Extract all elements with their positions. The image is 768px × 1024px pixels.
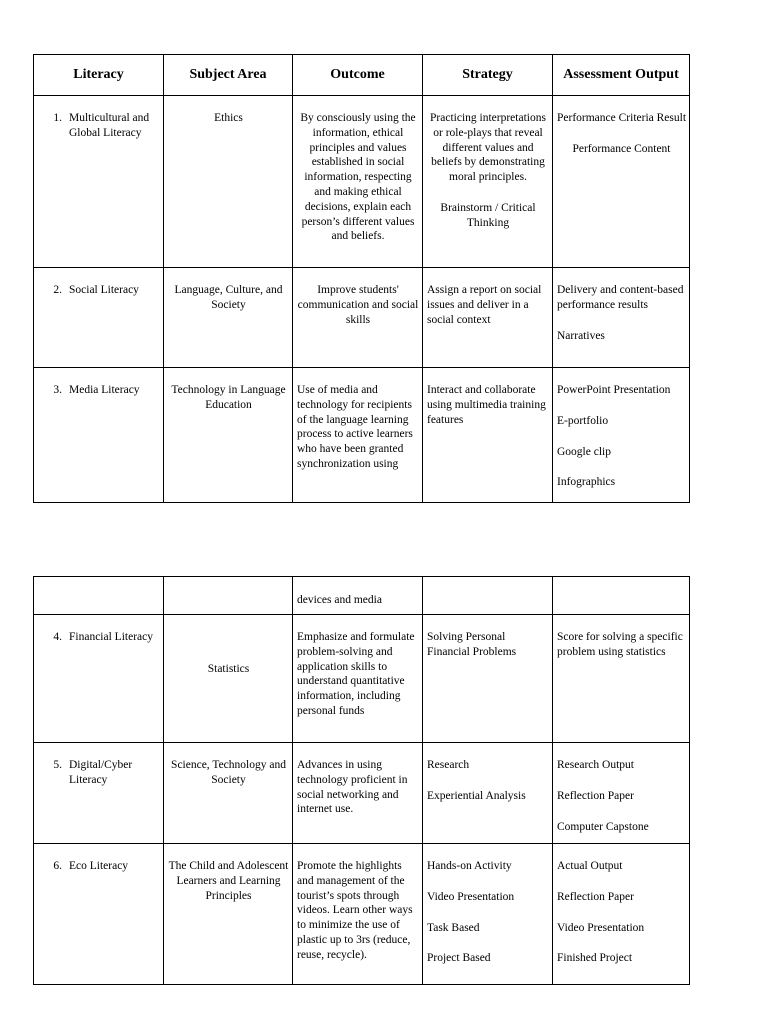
outcome: Improve students' communication and social skills	[297, 284, 419, 326]
header-assessment-output: Assessment Output	[553, 55, 690, 96]
strategy-cell	[423, 743, 552, 804]
table-row	[34, 615, 690, 743]
assessment-item: Finished Project	[557, 952, 633, 965]
strategy-item: Interact and collaborate using multimedia training features	[427, 384, 546, 426]
literacy-name: Eco Literacy	[69, 860, 129, 872]
strategy-item: Video Presentation	[427, 890, 515, 903]
assessment-item: Narratives	[557, 329, 605, 342]
strategy-item: Experiential Analysis	[427, 789, 526, 802]
row-number: 2.	[53, 284, 62, 296]
table-row	[34, 743, 690, 844]
assessment-item: Infographics	[557, 476, 616, 489]
competency-table-part-2	[33, 576, 690, 985]
header-subject-area: Subject Area	[164, 55, 293, 96]
assessment-item: Research Output	[557, 759, 634, 771]
assessment-item: Actual Output	[557, 860, 623, 872]
strategy-item: Project Based	[427, 952, 491, 965]
outcome-continuation: devices and media	[297, 594, 382, 606]
strategy-item: Hands-on Activity	[427, 860, 512, 872]
literacy-name: Digital/Cyber Literacy	[69, 759, 133, 786]
subject-area: Ethics	[214, 112, 243, 124]
header-outcome: Outcome	[293, 55, 423, 96]
header-literacy: Literacy	[34, 55, 164, 96]
literacy-name: Multicultural and Global Literacy	[69, 112, 150, 139]
assessment-item: PowerPoint Presentation	[557, 384, 671, 396]
outcome: Promote the highlights and management of the tourist’s spots through videos. Learn other ways to minimize the use of plastic up to 3rs (reduce, reuse, recycle).	[297, 860, 413, 961]
subject-area: Language, Culture, and Society	[174, 284, 283, 311]
strategy-cell	[423, 615, 552, 660]
subject-area: Technology in Language Education	[171, 384, 286, 411]
table-row	[34, 844, 690, 985]
row-number: 1.	[53, 112, 62, 124]
assessment-item: Delivery and content-based performance results	[557, 284, 684, 311]
assessment-item: Performance Content	[572, 142, 671, 155]
subject-area: Science, Technology and Society	[171, 759, 286, 786]
strategy-item: Research	[427, 759, 470, 771]
literacy-cell	[34, 368, 163, 398]
strategy-item: Assign a report on social issues and deliver in a social context	[427, 284, 542, 326]
assessment-cell	[553, 368, 689, 490]
assessment-cell	[553, 844, 689, 966]
table-row	[34, 96, 690, 268]
table-header-row	[34, 55, 690, 96]
outcome: By consciously using the information, ethical principles and values established in social information, respecting and making ethical decisions, explain each person’s different values and beliefs.	[300, 112, 416, 243]
literacy-cell	[34, 268, 163, 298]
assessment-item: Score for solving a specific problem using statistics	[557, 631, 683, 658]
competency-table-part-1	[33, 54, 690, 503]
header-strategy: Strategy	[423, 55, 553, 96]
row-number: 3.	[53, 384, 62, 396]
strategy-item: Practicing interpretations or role-plays that reveal different values and beliefs by demonstrating moral principles.	[430, 112, 546, 184]
row-number: 5.	[53, 759, 62, 771]
literacy-cell	[34, 844, 163, 874]
assessment-cell	[553, 615, 689, 660]
strategy-cell	[423, 268, 552, 327]
outcome: Emphasize and formulate problem-solving and application skills to understand quantitative information, including personal funds	[297, 631, 415, 717]
literacy-cell	[34, 615, 163, 645]
assessment-item: E-portfolio	[557, 414, 609, 427]
assessment-cell	[553, 743, 689, 834]
strategy-item: Solving Personal Financial Problems	[427, 631, 517, 658]
assessment-item: Computer Capstone	[557, 820, 649, 833]
strategy-item: Task Based	[427, 921, 480, 934]
assessment-item: Performance Criteria Result	[557, 112, 687, 124]
row-number: 6.	[53, 860, 62, 872]
table-row	[34, 268, 690, 368]
outcome: Advances in using technology proficient in social networking and internet use.	[297, 759, 408, 816]
literacy-name: Media Literacy	[69, 384, 140, 396]
literacy-name: Financial Literacy	[69, 631, 153, 643]
table-row	[34, 368, 690, 503]
strategy-cell	[423, 368, 552, 427]
assessment-cell	[553, 96, 689, 157]
table-row	[34, 577, 690, 615]
literacy-name: Social Literacy	[69, 284, 139, 296]
subject-area: The Child and Adolescent Learners and Learning Principles	[168, 860, 289, 902]
assessment-cell	[553, 268, 689, 343]
assessment-item: Reflection Paper	[557, 890, 634, 903]
literacy-cell	[34, 743, 163, 788]
outcome: Use of media and technology for recipients of the language learning process to active learners who have been granted synchronization using	[297, 384, 413, 470]
row-number: 4.	[53, 631, 62, 643]
strategy-cell	[423, 96, 552, 231]
strategy-cell	[423, 844, 552, 966]
assessment-item: Reflection Paper	[557, 789, 634, 802]
literacy-cell	[34, 96, 163, 141]
subject-area: Statistics	[207, 663, 250, 675]
strategy-item: Brainstorm / Critical Thinking	[440, 201, 536, 229]
assessment-item: Google clip	[557, 445, 611, 458]
assessment-item: Video Presentation	[557, 921, 645, 934]
